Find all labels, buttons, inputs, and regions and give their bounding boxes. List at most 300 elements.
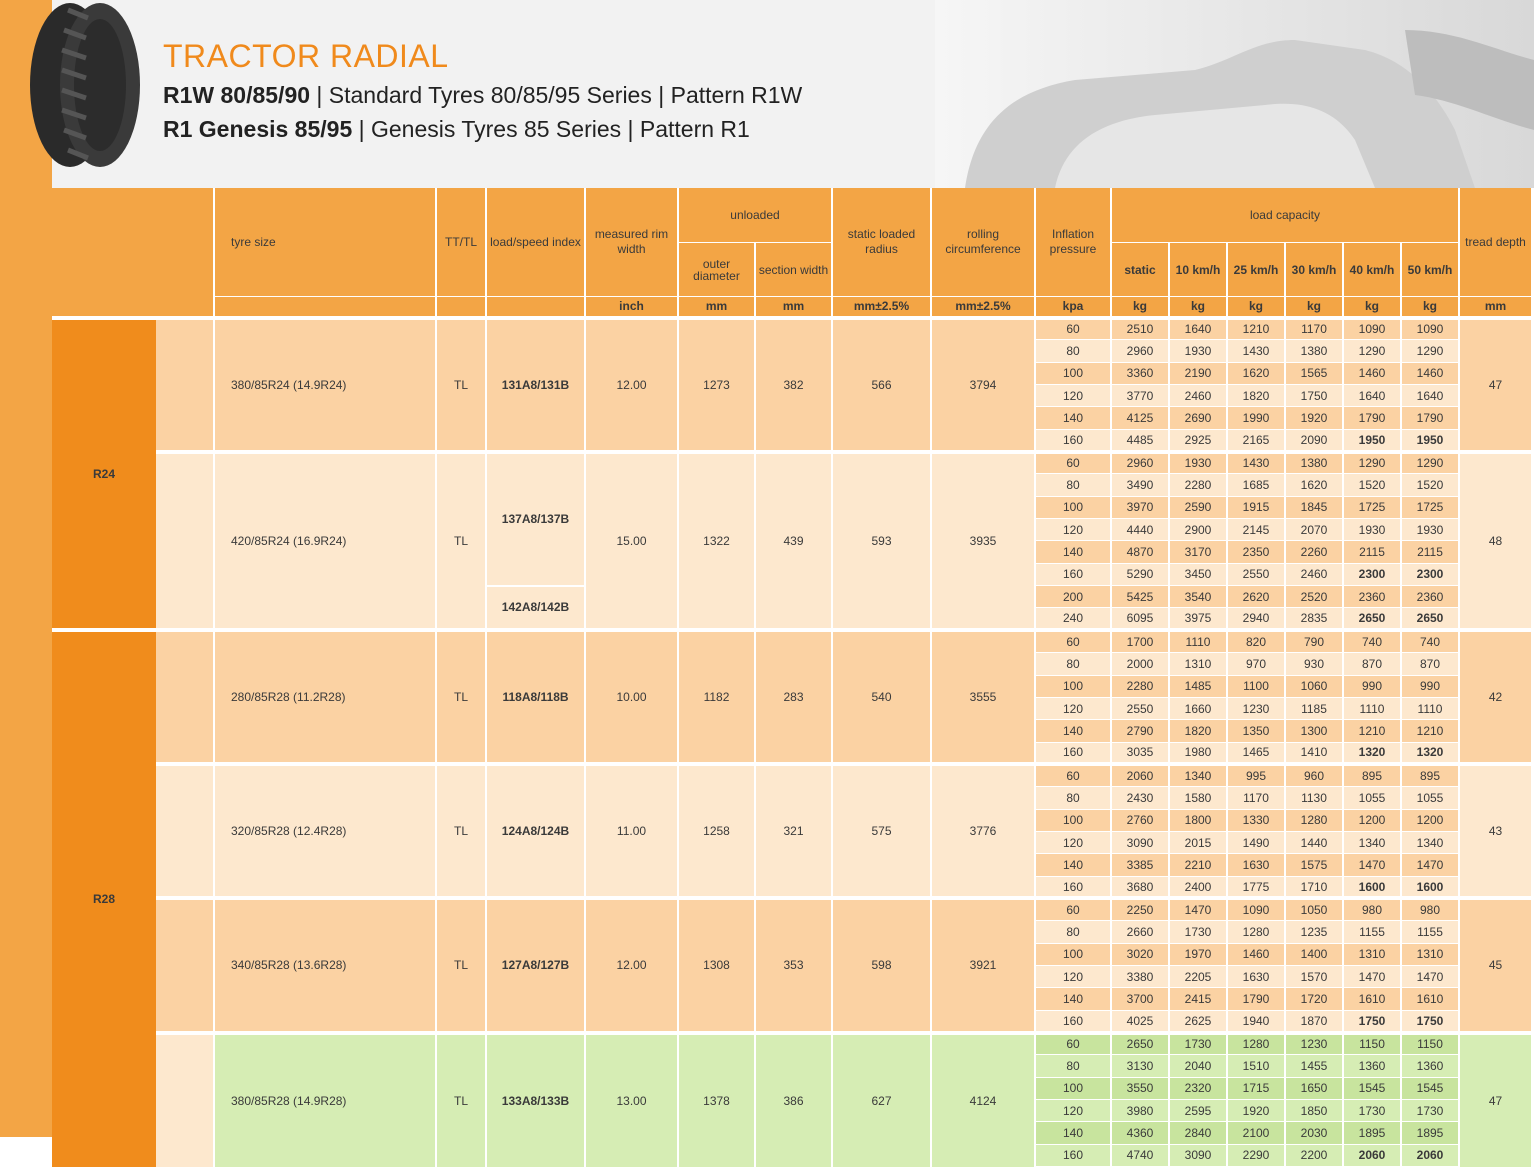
section-width: 353 — [755, 898, 832, 1032]
tt-tl: TL — [436, 764, 486, 898]
rolling-circumference: 3921 — [931, 898, 1035, 1032]
load-capacity-cell: 2760 — [1111, 809, 1169, 831]
load-capacity-cell: 970 — [1227, 653, 1285, 675]
inflation-pressure: 120 — [1035, 697, 1111, 719]
load-capacity-cell: 2060 — [1401, 1144, 1459, 1166]
rolling-circumference: 3555 — [931, 630, 1035, 764]
load-capacity-cell: 1210 — [1227, 318, 1285, 340]
load-capacity-cell: 1320 — [1401, 742, 1459, 764]
section-width: 386 — [755, 1033, 832, 1167]
load-capacity-cell: 1930 — [1343, 519, 1401, 541]
row-spacer — [156, 764, 214, 898]
load-capacity-cell: 2300 — [1401, 563, 1459, 585]
load-capacity-cell: 3035 — [1111, 742, 1169, 764]
row-spacer — [156, 898, 214, 1032]
load-capacity-cell: 2060 — [1111, 764, 1169, 786]
row-spacer — [156, 1033, 214, 1167]
tread-depth: 47 — [1459, 1033, 1531, 1167]
col-section-width: section width — [755, 243, 832, 297]
unit-tread: mm — [1459, 297, 1531, 318]
speed-40: 40 km/h — [1343, 243, 1401, 297]
load-capacity-cell: 1340 — [1169, 764, 1227, 786]
inflation-pressure: 100 — [1035, 943, 1111, 965]
rim-size-label: R24 — [52, 318, 156, 631]
load-capacity-cell: 1790 — [1227, 988, 1285, 1010]
load-capacity-cell: 870 — [1401, 653, 1459, 675]
load-capacity-cell: 1470 — [1401, 965, 1459, 987]
header-blank — [52, 188, 214, 318]
load-speed-index: 131A8/131B — [486, 318, 585, 452]
load-capacity-cell: 2790 — [1111, 720, 1169, 742]
load-capacity-cell: 1970 — [1169, 943, 1227, 965]
load-capacity-cell: 2510 — [1111, 318, 1169, 340]
load-capacity-cell: 2835 — [1285, 608, 1343, 630]
unit-index — [486, 297, 585, 318]
outer-diameter: 1322 — [678, 452, 755, 631]
load-capacity-cell: 1235 — [1285, 921, 1343, 943]
inflation-pressure: 160 — [1035, 1144, 1111, 1166]
load-capacity-cell: 1870 — [1285, 1010, 1343, 1032]
col-static-radius: static loaded radius — [832, 188, 931, 297]
load-capacity-cell: 2940 — [1227, 608, 1285, 630]
load-capacity-cell: 1845 — [1285, 496, 1343, 518]
load-capacity-cell: 1660 — [1169, 697, 1227, 719]
load-capacity-cell: 2280 — [1169, 474, 1227, 496]
unit-load-5: kg — [1401, 297, 1459, 318]
load-capacity-cell: 3700 — [1111, 988, 1169, 1010]
left-strip — [0, 188, 52, 1137]
load-capacity-cell: 2190 — [1169, 362, 1227, 384]
col-unloaded: unloaded — [678, 188, 832, 243]
load-capacity-cell: 1685 — [1227, 474, 1285, 496]
outer-diameter: 1378 — [678, 1033, 755, 1167]
unit-outer: mm — [678, 297, 755, 318]
col-outer-diameter: outer diameter — [678, 243, 755, 297]
load-capacity-cell: 2040 — [1169, 1055, 1227, 1077]
load-capacity-cell: 1130 — [1285, 787, 1343, 809]
load-capacity-cell: 2925 — [1169, 429, 1227, 451]
load-capacity-cell: 1460 — [1343, 362, 1401, 384]
load-capacity-cell: 1930 — [1169, 340, 1227, 362]
load-capacity-cell: 1730 — [1169, 921, 1227, 943]
load-capacity-cell: 1990 — [1227, 407, 1285, 429]
load-capacity-cell: 1725 — [1401, 496, 1459, 518]
load-capacity-cell: 3970 — [1111, 496, 1169, 518]
inflation-pressure: 160 — [1035, 742, 1111, 764]
speed-50: 50 km/h — [1401, 243, 1459, 297]
load-capacity-cell: 1200 — [1343, 809, 1401, 831]
rolling-circumference: 3776 — [931, 764, 1035, 898]
load-capacity-cell: 1630 — [1227, 965, 1285, 987]
load-capacity-cell: 1090 — [1227, 898, 1285, 920]
inflation-pressure: 140 — [1035, 541, 1111, 563]
row-spacer — [156, 452, 214, 631]
load-capacity-cell: 1210 — [1343, 720, 1401, 742]
inflation-pressure: 80 — [1035, 787, 1111, 809]
inflation-pressure: 100 — [1035, 1077, 1111, 1099]
outer-diameter: 1308 — [678, 898, 755, 1032]
load-capacity-cell: 6095 — [1111, 608, 1169, 630]
speed-25: 25 km/h — [1227, 243, 1285, 297]
load-capacity-cell: 2430 — [1111, 787, 1169, 809]
load-capacity-cell: 3680 — [1111, 876, 1169, 898]
load-capacity-cell: 1290 — [1343, 452, 1401, 474]
load-capacity-cell: 1640 — [1169, 318, 1227, 340]
load-capacity-cell: 1820 — [1169, 720, 1227, 742]
load-capacity-cell: 3980 — [1111, 1100, 1169, 1122]
load-capacity-cell: 2400 — [1169, 876, 1227, 898]
tt-tl: TL — [436, 898, 486, 1032]
static-loaded-radius: 575 — [832, 764, 931, 898]
load-capacity-cell: 2590 — [1169, 496, 1227, 518]
speed-static: static — [1111, 243, 1169, 297]
inflation-pressure: 160 — [1035, 1010, 1111, 1032]
col-inflation: Inflation pressure — [1035, 188, 1111, 297]
inflation-pressure: 100 — [1035, 496, 1111, 518]
load-capacity-cell: 1290 — [1401, 452, 1459, 474]
load-capacity-cell: 2070 — [1285, 519, 1343, 541]
load-capacity-cell: 1460 — [1227, 943, 1285, 965]
load-capacity-cell: 2650 — [1111, 1033, 1169, 1055]
tyre-size: 420/85R24 (16.9R24) — [214, 452, 436, 631]
load-capacity-cell: 2350 — [1227, 541, 1285, 563]
load-capacity-cell: 1360 — [1343, 1055, 1401, 1077]
load-capacity-cell: 2620 — [1227, 586, 1285, 608]
inflation-pressure: 140 — [1035, 854, 1111, 876]
load-capacity-cell: 3380 — [1111, 965, 1169, 987]
col-load-speed: load/speed index — [486, 188, 585, 297]
load-capacity-cell: 1300 — [1285, 720, 1343, 742]
tread-depth: 42 — [1459, 630, 1531, 764]
rim-size-label: R28 — [52, 630, 156, 1166]
load-capacity-cell: 2595 — [1169, 1100, 1227, 1122]
inflation-pressure: 80 — [1035, 653, 1111, 675]
load-capacity-cell: 1630 — [1227, 854, 1285, 876]
load-capacity-cell: 1800 — [1169, 809, 1227, 831]
load-capacity-cell: 2550 — [1227, 563, 1285, 585]
load-capacity-cell: 740 — [1401, 630, 1459, 652]
load-capacity-cell: 980 — [1401, 898, 1459, 920]
inflation-pressure: 120 — [1035, 519, 1111, 541]
tyre-size: 320/85R28 (12.4R28) — [214, 764, 436, 898]
inflation-pressure: 140 — [1035, 407, 1111, 429]
load-capacity-cell: 1640 — [1343, 385, 1401, 407]
load-capacity-cell: 895 — [1343, 764, 1401, 786]
load-capacity-cell: 1570 — [1285, 965, 1343, 987]
load-capacity-cell: 1090 — [1401, 318, 1459, 340]
load-capacity-cell: 1600 — [1343, 876, 1401, 898]
tyre-size: 340/85R28 (13.6R28) — [214, 898, 436, 1032]
outer-diameter: 1273 — [678, 318, 755, 452]
rolling-circumference: 4124 — [931, 1033, 1035, 1167]
load-capacity-cell: 1310 — [1401, 943, 1459, 965]
load-capacity-cell: 2460 — [1285, 563, 1343, 585]
inflation-pressure: 60 — [1035, 1033, 1111, 1055]
load-capacity-cell: 995 — [1227, 764, 1285, 786]
load-capacity-cell: 1170 — [1227, 787, 1285, 809]
load-capacity-cell: 2840 — [1169, 1122, 1227, 1144]
load-capacity-cell: 2200 — [1285, 1144, 1343, 1166]
load-capacity-cell: 1470 — [1169, 898, 1227, 920]
inflation-pressure: 120 — [1035, 385, 1111, 407]
load-capacity-cell: 870 — [1343, 653, 1401, 675]
load-capacity-cell: 1400 — [1285, 943, 1343, 965]
load-capacity-cell: 2090 — [1285, 429, 1343, 451]
load-capacity-cell: 4440 — [1111, 519, 1169, 541]
col-tread-depth: tread depth — [1459, 188, 1531, 297]
inflation-pressure: 60 — [1035, 318, 1111, 340]
load-capacity-cell: 2165 — [1227, 429, 1285, 451]
tt-tl: TL — [436, 318, 486, 452]
load-capacity-cell: 960 — [1285, 764, 1343, 786]
load-capacity-cell: 4485 — [1111, 429, 1169, 451]
load-capacity-cell: 1470 — [1401, 854, 1459, 876]
rolling-circumference: 3794 — [931, 318, 1035, 452]
static-loaded-radius: 598 — [832, 898, 931, 1032]
tyre-size: 280/85R28 (11.2R28) — [214, 630, 436, 764]
tread-depth: 43 — [1459, 764, 1531, 898]
load-capacity-cell: 1850 — [1285, 1100, 1343, 1122]
inflation-pressure: 160 — [1035, 429, 1111, 451]
load-capacity-cell: 1775 — [1227, 876, 1285, 898]
load-capacity-cell: 1620 — [1227, 362, 1285, 384]
load-capacity-cell: 1100 — [1227, 675, 1285, 697]
load-capacity-cell: 1350 — [1227, 720, 1285, 742]
load-capacity-cell: 1520 — [1343, 474, 1401, 496]
inflation-pressure: 60 — [1035, 898, 1111, 920]
load-capacity-cell: 820 — [1227, 630, 1285, 652]
static-loaded-radius: 540 — [832, 630, 931, 764]
load-capacity-cell: 1110 — [1401, 697, 1459, 719]
unit-tyre-size — [214, 297, 436, 318]
load-capacity-cell: 2060 — [1343, 1144, 1401, 1166]
unit-load-3: kg — [1285, 297, 1343, 318]
load-capacity-cell: 5425 — [1111, 586, 1169, 608]
load-capacity-cell: 1310 — [1343, 943, 1401, 965]
load-capacity-cell: 1790 — [1401, 407, 1459, 429]
load-capacity-cell: 2650 — [1343, 608, 1401, 630]
load-capacity-cell: 3975 — [1169, 608, 1227, 630]
unit-section: mm — [755, 297, 832, 318]
load-speed-index-alt: 142A8/142B — [486, 586, 585, 631]
row-spacer — [156, 318, 214, 452]
load-capacity-cell: 990 — [1401, 675, 1459, 697]
section-width: 439 — [755, 452, 832, 631]
unit-load-2: kg — [1227, 297, 1285, 318]
inflation-pressure: 100 — [1035, 362, 1111, 384]
load-capacity-cell: 2115 — [1343, 541, 1401, 563]
load-capacity-cell: 2690 — [1169, 407, 1227, 429]
load-capacity-cell: 790 — [1285, 630, 1343, 652]
load-capacity-cell: 1230 — [1227, 697, 1285, 719]
load-capacity-cell: 895 — [1401, 764, 1459, 786]
subtitle-r1-genesis: R1 Genesis 85/95 | Genesis Tyres 85 Series | Pattern R1 — [163, 116, 750, 142]
load-capacity-cell: 2015 — [1169, 831, 1227, 853]
load-capacity-cell: 1465 — [1227, 742, 1285, 764]
col-rolling-circ: rolling circumference — [931, 188, 1035, 297]
load-capacity-cell: 4360 — [1111, 1122, 1169, 1144]
load-capacity-cell: 1580 — [1169, 787, 1227, 809]
load-capacity-cell: 1710 — [1285, 876, 1343, 898]
load-capacity-cell: 3540 — [1169, 586, 1227, 608]
load-capacity-cell: 1545 — [1343, 1077, 1401, 1099]
load-capacity-cell: 1640 — [1401, 385, 1459, 407]
load-capacity-cell: 1170 — [1285, 318, 1343, 340]
load-capacity-cell: 2650 — [1401, 608, 1459, 630]
inflation-pressure: 140 — [1035, 1122, 1111, 1144]
tyre-spec-table — [52, 188, 1531, 1167]
load-capacity-cell: 1200 — [1401, 809, 1459, 831]
inflation-pressure: 120 — [1035, 831, 1111, 853]
load-capacity-cell: 1090 — [1343, 318, 1401, 340]
load-capacity-cell: 1610 — [1343, 988, 1401, 1010]
inflation-pressure: 140 — [1035, 988, 1111, 1010]
load-capacity-cell: 1155 — [1343, 921, 1401, 943]
load-capacity-cell: 740 — [1343, 630, 1401, 652]
load-capacity-cell: 1055 — [1343, 787, 1401, 809]
load-capacity-cell: 1510 — [1227, 1055, 1285, 1077]
load-capacity-cell: 1565 — [1285, 362, 1343, 384]
unit-load-1: kg — [1169, 297, 1227, 318]
inflation-pressure: 140 — [1035, 720, 1111, 742]
load-speed-index: 133A8/133B — [486, 1033, 585, 1167]
load-capacity-cell: 1155 — [1401, 921, 1459, 943]
load-capacity-cell: 1290 — [1401, 340, 1459, 362]
load-capacity-cell: 1620 — [1285, 474, 1343, 496]
load-capacity-cell: 1750 — [1285, 385, 1343, 407]
load-capacity-cell: 1980 — [1169, 742, 1227, 764]
tt-tl: TL — [436, 630, 486, 764]
load-capacity-cell: 1280 — [1285, 809, 1343, 831]
load-capacity-cell: 2145 — [1227, 519, 1285, 541]
load-capacity-cell: 2415 — [1169, 988, 1227, 1010]
load-capacity-cell: 3170 — [1169, 541, 1227, 563]
load-capacity-cell: 1730 — [1169, 1033, 1227, 1055]
load-capacity-cell: 4740 — [1111, 1144, 1169, 1166]
load-capacity-cell: 1210 — [1401, 720, 1459, 742]
load-capacity-cell: 1715 — [1227, 1077, 1285, 1099]
load-capacity-cell: 4125 — [1111, 407, 1169, 429]
load-capacity-cell: 1700 — [1111, 630, 1169, 652]
col-tt-tl: TT/TL — [436, 188, 486, 297]
load-capacity-cell: 1320 — [1343, 742, 1401, 764]
load-capacity-cell: 1750 — [1401, 1010, 1459, 1032]
load-capacity-cell: 2210 — [1169, 854, 1227, 876]
col-tyre-size: tyre size — [214, 188, 436, 297]
load-capacity-cell: 2320 — [1169, 1077, 1227, 1099]
inflation-pressure: 80 — [1035, 1055, 1111, 1077]
load-capacity-cell: 1790 — [1343, 407, 1401, 429]
inflation-pressure: 100 — [1035, 675, 1111, 697]
load-capacity-cell: 2960 — [1111, 452, 1169, 474]
load-capacity-cell: 1230 — [1285, 1033, 1343, 1055]
load-speed-index: 137A8/137B — [486, 452, 585, 586]
static-loaded-radius: 566 — [832, 318, 931, 452]
load-capacity-cell: 2360 — [1343, 586, 1401, 608]
tyre-size: 380/85R24 (14.9R24) — [214, 318, 436, 452]
load-capacity-cell: 3385 — [1111, 854, 1169, 876]
load-capacity-cell: 980 — [1343, 898, 1401, 920]
load-capacity-cell: 2250 — [1111, 898, 1169, 920]
unit-rolling: mm±2.5% — [931, 297, 1035, 318]
load-capacity-cell: 1720 — [1285, 988, 1343, 1010]
unit-load-0: kg — [1111, 297, 1169, 318]
load-capacity-cell: 2360 — [1401, 586, 1459, 608]
load-capacity-cell: 1280 — [1227, 921, 1285, 943]
inflation-pressure: 60 — [1035, 452, 1111, 474]
load-capacity-cell: 3090 — [1111, 831, 1169, 853]
load-capacity-cell: 4025 — [1111, 1010, 1169, 1032]
load-capacity-cell: 1545 — [1401, 1077, 1459, 1099]
load-capacity-cell: 1050 — [1285, 898, 1343, 920]
static-loaded-radius: 593 — [832, 452, 931, 631]
load-capacity-cell: 1895 — [1343, 1122, 1401, 1144]
load-capacity-cell: 3450 — [1169, 563, 1227, 585]
load-capacity-cell: 1725 — [1343, 496, 1401, 518]
load-capacity-cell: 1470 — [1343, 965, 1401, 987]
load-capacity-cell: 1750 — [1343, 1010, 1401, 1032]
load-capacity-cell: 1920 — [1285, 407, 1343, 429]
load-capacity-cell: 1610 — [1401, 988, 1459, 1010]
load-capacity-cell: 1185 — [1285, 697, 1343, 719]
load-capacity-cell: 1930 — [1169, 452, 1227, 474]
load-capacity-cell: 1820 — [1227, 385, 1285, 407]
load-capacity-cell: 2520 — [1285, 586, 1343, 608]
load-capacity-cell: 3360 — [1111, 362, 1169, 384]
load-capacity-cell: 1460 — [1401, 362, 1459, 384]
tread-depth: 48 — [1459, 452, 1531, 631]
inflation-pressure: 80 — [1035, 474, 1111, 496]
load-capacity-cell: 2290 — [1227, 1144, 1285, 1166]
load-capacity-cell: 4870 — [1111, 541, 1169, 563]
load-capacity-cell: 2460 — [1169, 385, 1227, 407]
load-capacity-cell: 1930 — [1401, 519, 1459, 541]
load-capacity-cell: 2900 — [1169, 519, 1227, 541]
load-capacity-cell: 1455 — [1285, 1055, 1343, 1077]
load-capacity-cell: 1650 — [1285, 1077, 1343, 1099]
load-capacity-cell: 990 — [1343, 675, 1401, 697]
load-capacity-cell: 3770 — [1111, 385, 1169, 407]
inflation-pressure: 120 — [1035, 1100, 1111, 1122]
load-capacity-cell: 2960 — [1111, 340, 1169, 362]
load-capacity-cell: 1055 — [1401, 787, 1459, 809]
load-capacity-cell: 1340 — [1401, 831, 1459, 853]
load-capacity-cell: 2260 — [1285, 541, 1343, 563]
rim-width: 12.00 — [585, 898, 678, 1032]
load-capacity-cell: 3490 — [1111, 474, 1169, 496]
rim-width: 11.00 — [585, 764, 678, 898]
outer-diameter: 1258 — [678, 764, 755, 898]
load-speed-index: 118A8/118B — [486, 630, 585, 764]
outer-diameter: 1182 — [678, 630, 755, 764]
load-capacity-cell: 2000 — [1111, 653, 1169, 675]
load-capacity-cell: 1360 — [1401, 1055, 1459, 1077]
subtitle-r1w: R1W 80/85/90 | Standard Tyres 80/85/95 Series | Pattern R1W — [163, 82, 803, 108]
header-band — [0, 0, 1534, 188]
tt-tl: TL — [436, 1033, 486, 1167]
load-capacity-cell: 1150 — [1401, 1033, 1459, 1055]
load-capacity-cell: 1380 — [1285, 452, 1343, 474]
row-spacer — [156, 630, 214, 764]
rim-width: 10.00 — [585, 630, 678, 764]
load-capacity-cell: 3550 — [1111, 1077, 1169, 1099]
load-capacity-cell: 1310 — [1169, 653, 1227, 675]
load-capacity-cell: 1915 — [1227, 496, 1285, 518]
load-capacity-cell: 1110 — [1343, 697, 1401, 719]
inflation-pressure: 80 — [1035, 340, 1111, 362]
load-capacity-cell: 1490 — [1227, 831, 1285, 853]
load-capacity-cell: 1340 — [1343, 831, 1401, 853]
